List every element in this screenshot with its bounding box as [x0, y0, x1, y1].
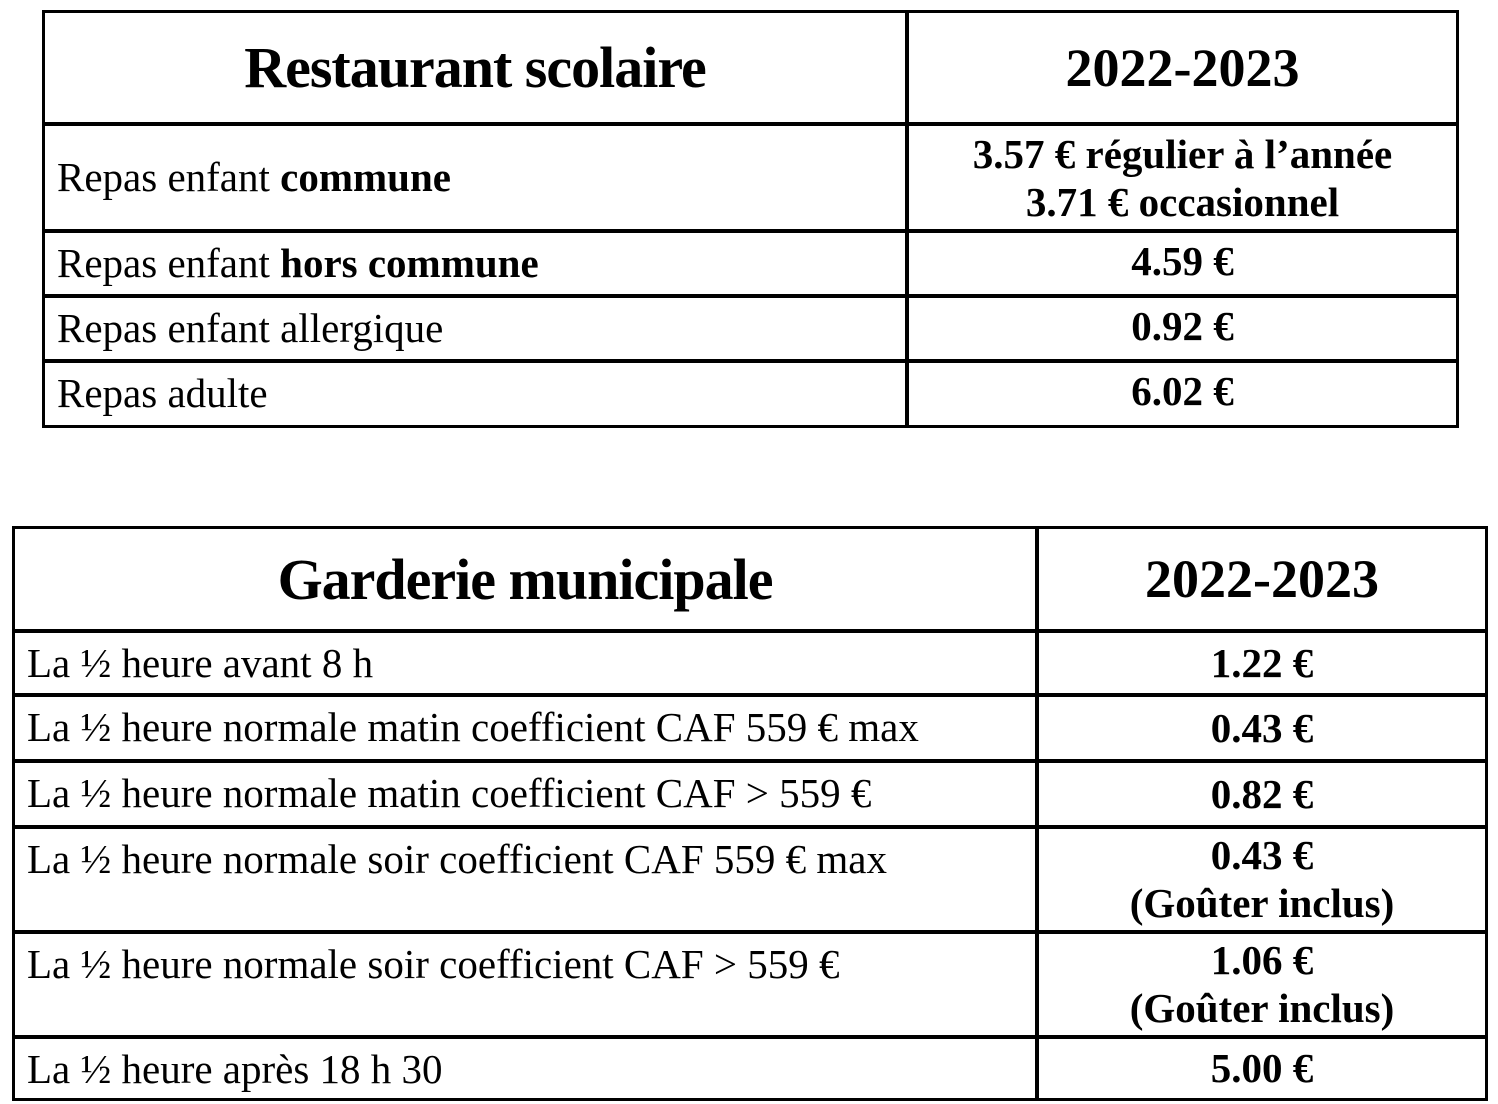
- table-row: [43, 124, 1458, 231]
- row-value: [1037, 932, 1487, 1037]
- row-label-part: La ½ heure normale soir coefficient CAF 559 € max: [27, 836, 887, 882]
- row-value-line: 6.02 €: [1131, 367, 1234, 414]
- table-row: [13, 932, 1487, 1037]
- year-column-header: 2022-2023: [907, 11, 1458, 124]
- year-column-header: 2022-2023: [1037, 527, 1487, 631]
- table-row: [13, 631, 1487, 695]
- row-value: [1037, 631, 1487, 695]
- table-title-restaurant-scolaire: Restaurant scolaire: [43, 11, 907, 124]
- row-value-line: 3.71 € occasionnel: [1025, 179, 1340, 226]
- garderie-municipale-table: [12, 526, 1488, 1101]
- row-label: [13, 1037, 1037, 1100]
- row-label-part: La ½ heure après 18 h 30: [27, 1045, 443, 1092]
- table-row: [13, 827, 1487, 932]
- row-value: [907, 361, 1458, 427]
- row-label-part: La ½ heure normale matin coefficient CAF > 559 €: [27, 770, 872, 816]
- row-label-part: La ½ heure normale matin coefficient CAF 559 € max: [27, 704, 919, 750]
- restaurant-scolaire-rows: [43, 11, 1458, 427]
- row-value: [1037, 695, 1487, 761]
- table-row: [13, 1037, 1487, 1100]
- row-value-line: 1.06 €: [1210, 936, 1314, 983]
- row-label: [43, 296, 907, 361]
- row-label-part: Repas enfant allergique: [57, 304, 444, 351]
- row-value-line: 3.57 € régulier à l’année: [972, 131, 1393, 177]
- table-row: [13, 761, 1487, 827]
- row-value-line: 0.82 €: [1210, 770, 1314, 817]
- row-label-part: La ½ heure normale soir coefficient CAF > 559 €: [27, 940, 840, 987]
- row-value-line: 0.92 €: [1131, 302, 1234, 349]
- row-value-line: 0.43 €: [1210, 704, 1314, 751]
- table-title-garderie-municipale: Garderie municipale: [13, 527, 1037, 631]
- row-label: [43, 361, 907, 427]
- row-label-part: Repas enfant: [57, 239, 281, 286]
- row-label-part: Repas enfant: [57, 153, 281, 200]
- row-value: [907, 296, 1458, 361]
- garderie-municipale-rows: [13, 527, 1487, 1100]
- row-label-part: Repas adulte: [57, 370, 268, 417]
- row-value-line: 5.00 €: [1210, 1044, 1314, 1091]
- row-value: [1037, 1037, 1487, 1100]
- row-label: [13, 932, 1037, 1037]
- row-value-line: (Goûter inclus): [1129, 985, 1395, 1032]
- row-value: [907, 231, 1458, 296]
- restaurant-scolaire-table: [42, 10, 1459, 428]
- row-label: [13, 695, 1037, 761]
- table-row: [13, 695, 1487, 761]
- header-row: [13, 527, 1487, 631]
- row-value: [1037, 761, 1487, 827]
- row-label: [13, 631, 1037, 695]
- row-label-bold-part: hors commune: [280, 239, 539, 286]
- row-value-line: 4.59 €: [1131, 237, 1234, 284]
- row-value: [907, 124, 1458, 231]
- row-label-bold-part: commune: [280, 153, 451, 200]
- row-value-line: 1.22 €: [1210, 639, 1314, 686]
- row-value: [1037, 827, 1487, 932]
- row-label: [43, 231, 907, 296]
- row-value-line: (Goûter inclus): [1129, 880, 1395, 927]
- table-row: [43, 361, 1458, 427]
- row-label: [13, 827, 1037, 932]
- row-value-line: 0.43 €: [1210, 832, 1314, 878]
- table-row: [43, 296, 1458, 361]
- row-label: [43, 124, 907, 231]
- row-label: [13, 761, 1037, 827]
- header-row: [43, 11, 1458, 124]
- row-label-part: La ½ heure avant 8 h: [27, 640, 374, 686]
- table-row: [43, 231, 1458, 296]
